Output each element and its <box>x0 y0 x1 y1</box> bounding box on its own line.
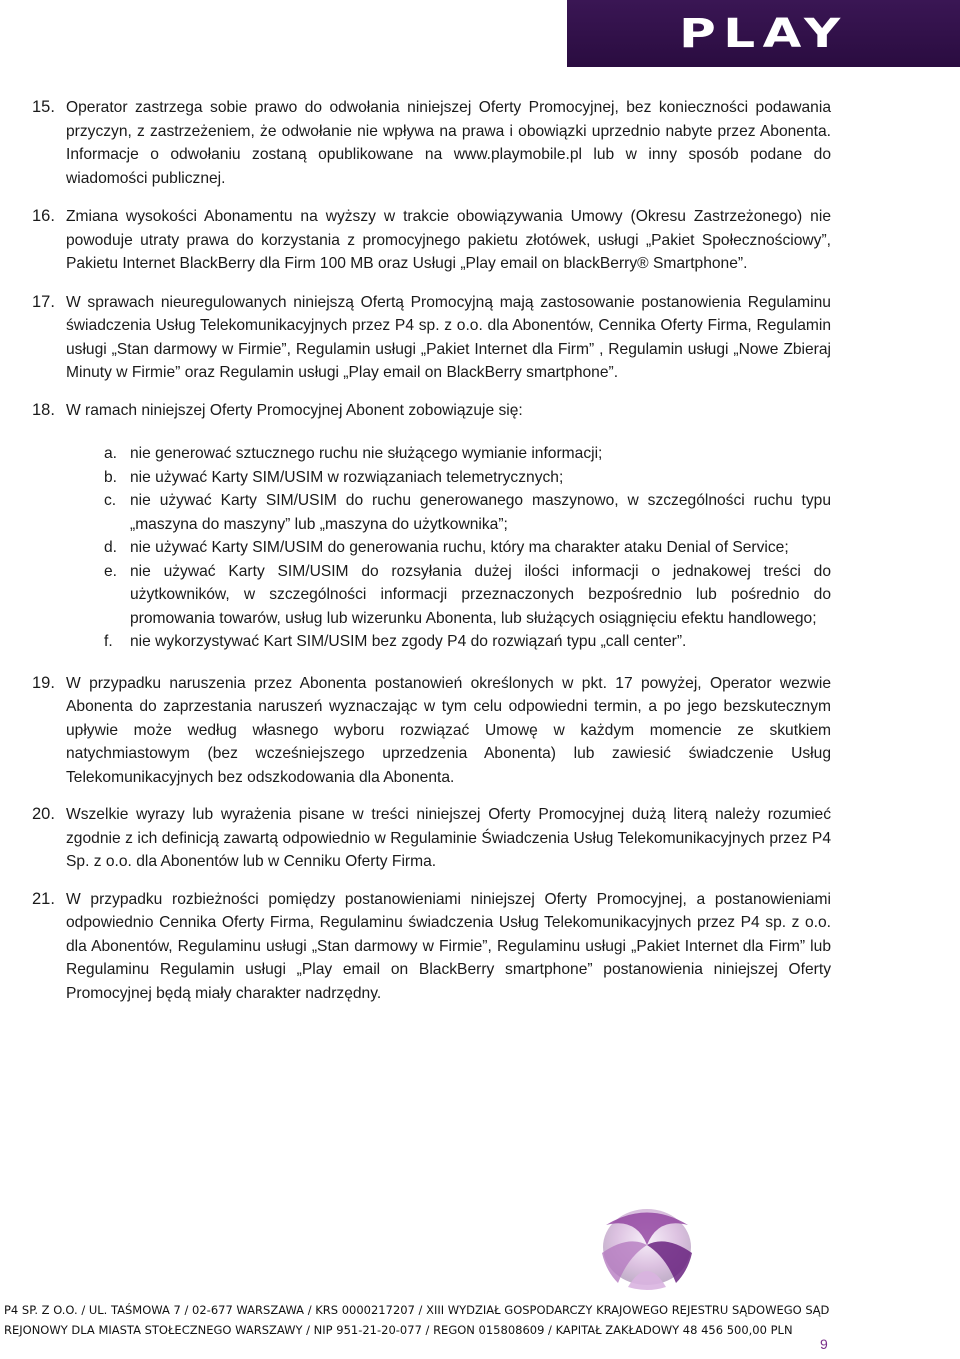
list-item <box>104 489 831 536</box>
clause-text: W sprawach nieuregulowanych niniejszą Ofertą Promocyjną mają zastosowanie postanowienia Regulaminu świadczenia Usług Telekomunikacyjnych przez P4 sp. z o.o. dla Abonentów, Cennika Oferty Firma, Regulamin usługi „Stan darmowy w Firmie”, Regulamin usługi „Pakiet Internet dla Firm” , Regulamin usługi „Nowe Zbieraj Minuty w Firmie” oraz Regulamin usługi „Play email on BlackBerry smartphone”. <box>66 293 831 381</box>
clause-number: 16. <box>32 207 55 225</box>
document-body <box>0 96 960 1005</box>
list-text: nie używać Karty SIM/USIM do generowania ruchu, który ma charakter ataku Denial of Service; <box>130 539 789 556</box>
clause-text: W przypadku rozbieżności pomiędzy postanowieniami niniejszej Oferty Promocyjnej, a postanowieniami odpowiednio Cennika Oferty Firma, Regulaminu świadczenia Usług Telekomunikacyjnych przez P4 sp. z o.o. dla Abonentów, Regulaminu usługi „Stan darmowy w Firmie”, Regulaminu usługi „Pakiet Internet dla Firm” lub Regulaminu Regulamin usługi „Play email on BlackBerry smartphone” postanowienia niniejszej Oferty Promocyjnej będą miały charakter nadrzędny. <box>66 890 831 1002</box>
clause-number: 18. <box>32 400 55 419</box>
clause-text: W przypadku naruszenia przez Abonenta postanowień określonych w pkt. 17 powyżej, Operator wezwie Abonenta do zaprzestania naruszeń wyznaczając w tym celu odpowiedni termin, a po jego bezskutecznym upływie może według własnego wyboru rozwiązać Umowę w każdym momencie ze skutkiem natychmiastowym (bez wcześniejszego uprzedzenia Abonenta) lub zawiesić świadczenie Usług Telekomunikacyjnych bez odszkodowania dla Abonenta. <box>66 674 831 786</box>
clause-text: W ramach niniejszej Oferty Promocyjnej Abonent zobowiązuje się: <box>66 401 523 419</box>
clause-18 <box>32 399 831 654</box>
logo-text: PLAY <box>679 10 848 57</box>
list-letter: e. <box>104 562 118 580</box>
list-item <box>104 442 831 466</box>
list-text: nie używać Karty SIM/USIM w rozwiązaniach telemetrycznych; <box>130 468 564 486</box>
list-letter: d. <box>104 539 118 556</box>
clause-number: 21. <box>32 889 55 908</box>
clause-number: 15. <box>32 98 55 116</box>
list-item <box>104 560 831 631</box>
list-letter: b. <box>104 468 118 486</box>
list-item <box>104 536 831 560</box>
list-item <box>104 466 831 490</box>
clause-text: Zmiana wysokości Abonamentu na wyższy w trakcie obowiązywania Umowy (Okresu Zastrzeżonego) nie powoduje utraty prawa do korzystania z promocyjnego pakietu złotówek, usługi „Pakiet Społecznościowy”, Pakietu Internet BlackBerry dla Firm 100 MB oraz Usługi „Play email on blackBerry® Smartphone”. <box>66 208 831 272</box>
clause-16 <box>32 205 831 276</box>
clause-number: 19. <box>32 673 55 692</box>
list-text: nie wykorzystywać Kart SIM/USIM bez zgody P4 do rozwiązań typu „call center”. <box>130 633 687 650</box>
clause-number: 17. <box>32 292 55 311</box>
clause-text: Wszelkie wyrazy lub wyrażenia pisane w treści niniejszej Oferty Promocyjnej dużą literą należy rozumieć zgodnie z ich definicją zawartą odpowiednio w Regulaminie Świadczenia Usług Telekomunikacyjnych przez P4 Sp. z o.o. dla Abonentów lub w Cenniku Oferty Firma. <box>66 806 831 870</box>
list-item <box>104 630 831 654</box>
play-logo <box>567 0 960 67</box>
footer-line: P4 SP. Z O.O. / UL. TAŚMOWA 7 / 02-677 WARSZAWA / KRS 0000217207 / XIII WYDZIAŁ GOSPODARCZY KRAJOWEGO REJESTRU SĄDOWEGO SĄD <box>4 1303 830 1317</box>
clause-text: Operator zastrzega sobie prawo do odwołania niniejszej Oferty Promocyjnej, bez konieczności podawania przyczyn, z zastrzeżeniem, że odwołanie nie wpływa na prawa i obowiązki uprzednio nabyte przez Abonenta. Informacje o odwołaniu zostaną opublikowane na www.playmobile.pl lub w inny sposób podane do wiadomości publicznej. <box>66 99 831 187</box>
play-emblem-icon <box>588 1195 706 1295</box>
clause-number: 20. <box>32 805 55 823</box>
list-letter: c. <box>104 492 117 509</box>
list-text: nie generować sztucznego ruchu nie służącego wymianie informacji; <box>130 445 603 462</box>
page-number: 9 <box>820 1336 828 1352</box>
clause-17 <box>32 291 831 385</box>
clause-19 <box>32 672 831 790</box>
footer-line: REJONOWY DLA MIASTA STOŁECZNEGO WARSZAWY / NIP 951-21-20-077 / REGON 015808609 / KAPITAŁ ZAKŁADOWY 48 456 500,00 PLN <box>4 1323 793 1337</box>
list-text: nie używać Karty SIM/USIM do ruchu generowanego maszynowo, w szczególności ruchu typu „maszyna do maszyny” lub „maszyna do użytkownika”; <box>130 492 831 533</box>
clause-20 <box>32 803 831 874</box>
company-footer <box>0 1300 960 1340</box>
obligations-list <box>66 442 831 654</box>
clause-21 <box>32 888 831 1006</box>
clause-15 <box>32 96 831 190</box>
list-letter: f. <box>104 633 113 650</box>
list-letter: a. <box>104 445 118 462</box>
list-text: nie używać Karty SIM/USIM do rozsyłania dużej ilości informacji o jednakowej treści do użytkowników, w szczególności informacji przeznaczonych bezpośrednio lub pośrednio do promowania towarów, usług lub wizerunku Abonenta, lub służących osiągnięciu efektu handlowego; <box>130 562 831 627</box>
